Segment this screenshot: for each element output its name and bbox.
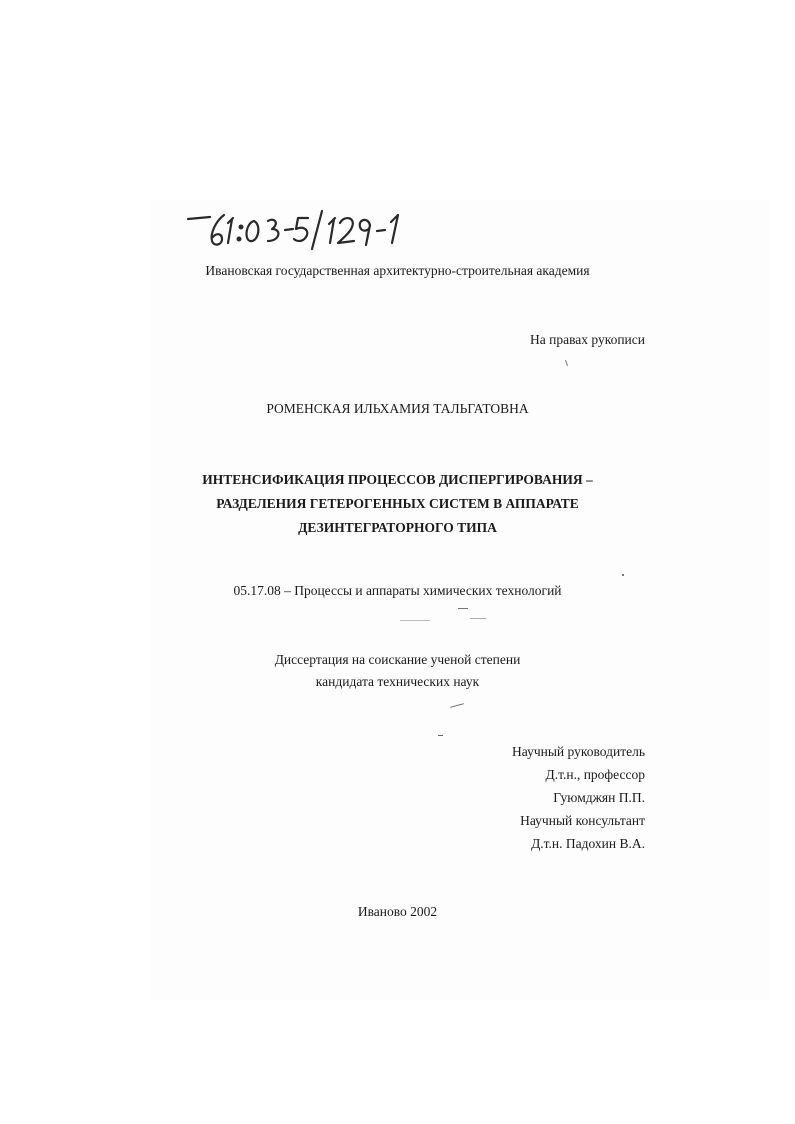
consultant-role: Научный консультант [520,813,645,828]
scan-speck [470,618,486,619]
title-line-1: ИНТЕНСИФИКАЦИЯ ПРОЦЕССОВ ДИСПЕРГИРОВАНИЯ – [202,472,593,487]
dissertation-line-1: Диссертация на соискание ученой степени [274,652,521,667]
supervisor-degree: Д.т.н., профессор [545,767,645,782]
title-line-3: ДЕЗИНТЕГРАТОРНОГО ТИПА [298,520,497,535]
place-year: Иваново 2002 [357,904,438,919]
scan-speck [458,608,468,609]
supervisor-name: Гуюмджян П.П. [553,790,645,805]
title-line-2: РАЗДЕЛЕНИЯ ГЕТЕРОГЕННЫХ СИСТЕМ В АППАРАТЕ [216,496,579,511]
consultant-name: Д.т.н. Падохин В.А. [531,836,645,851]
dissertation-title [0,468,795,540]
scan-background [150,200,770,1000]
handwritten-archive-number [182,205,422,255]
author-name: РОМЕНСКАЯ ИЛЬХАМИЯ ТАЛЬГАТОВНА [266,401,529,416]
scan-speck [438,735,443,736]
rights-note: На правах рукописи [529,332,645,347]
scan-speck [622,574,624,576]
institution-name: Ивановская государственная архитектурно-строительная академия [205,263,590,278]
scan-speck [400,620,430,621]
specialty-code: 05.17.08 – Процессы и аппараты химических технологий [233,583,562,598]
dissertation-line-2: кандидата технических наук [315,674,480,689]
supervisor-role: Научный руководитель [512,744,645,759]
advisors-block [512,740,645,855]
